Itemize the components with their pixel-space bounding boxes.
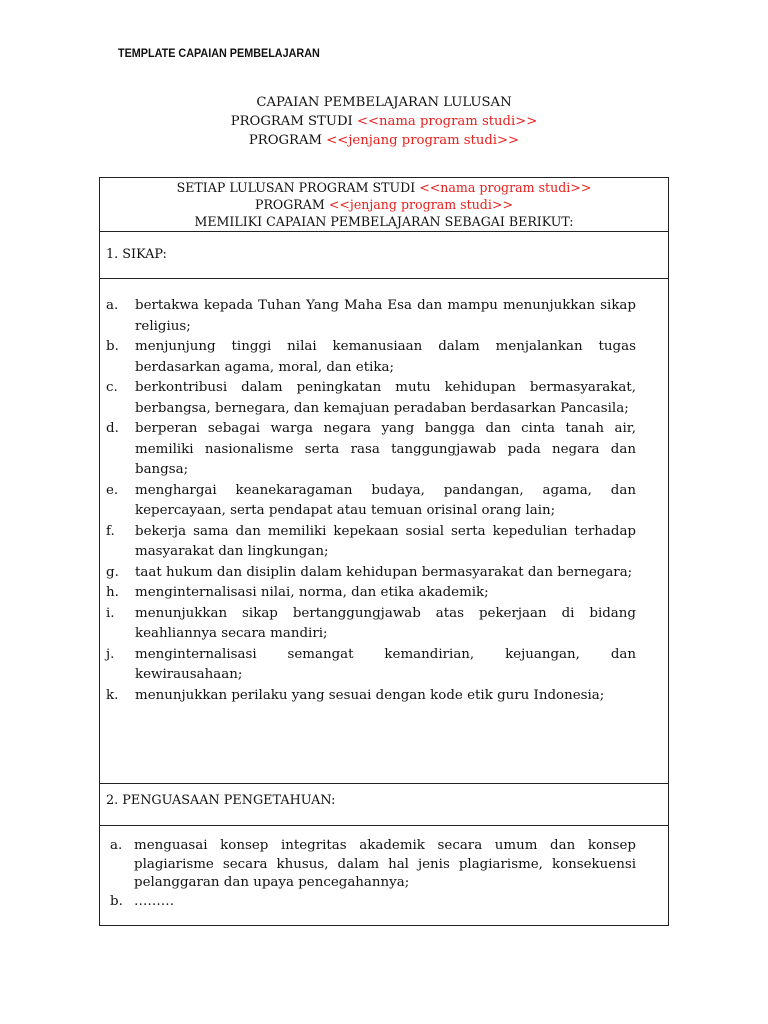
- table-header: SETIAP LULUSAN PROGRAM STUDI <<nama program studi>> PROGRAM <<jenjang program studi>> MEMILIKI CAPAIAN PEMBELAJARAN SEBAGAI BERIKUT:: [100, 178, 668, 232]
- document-label: TEMPLATE CAPAIAN PEMBELAJARAN: [118, 46, 320, 60]
- title-line-1: CAPAIAN PEMBELAJARAN LULUSAN: [256, 95, 512, 110]
- list-item: a. menguasai konsep integritas akademik secara umum dan konsep plagiarisme secara khusus, dalam hal jenis plagiarisme, konsekuensi pelanggaran dan upaya pencegahannya;: [110, 838, 636, 890]
- list-item: c. berkontribusi dalam peningkatan mutu kehidupan bermasyarakat, berbangsa, bernegara, dan kemajuan peradaban berdasarkan Pancasila;: [106, 380, 636, 416]
- placeholder-program-name: <<nama program studi>>: [419, 180, 592, 195]
- list-item: i. menunjukkan sikap bertanggungjawab atas pekerjaan di bidang keahliannya secara mandiri;: [106, 605, 636, 641]
- placeholder-program-level: <<jenjang program studi>>: [328, 197, 514, 212]
- list-item: d. berperan sebagai warga negara yang bangga dan cinta tanah air, memiliki nasionalisme serta rasa tanggungjawab pada negara dan bangsa;: [106, 421, 636, 477]
- title-line-3: PROGRAM <<jenjang program studi>>: [248, 133, 520, 148]
- pengetahuan-list: [100, 826, 668, 925]
- list-item: g. taat hukum dan disiplin dalam kehidupan bermasyarakat dan bernegara;: [106, 564, 633, 580]
- list-item: k. menunjukkan perilaku yang sesuai dengan kode etik guru Indonesia;: [106, 687, 605, 703]
- list-item: e. menghargai keanekaragaman budaya, pandangan, agama, dan kepercayaan, serta pendapat atau temuan orisinal orang lain;: [106, 482, 636, 518]
- title-line-2: PROGRAM STUDI <<nama program studi>>: [230, 114, 538, 129]
- placeholder-program-level: <<jenjang program studi>>: [326, 133, 520, 148]
- list-item: b. menjunjung tinggi nilai kemanusiaan dalam menjalankan tugas berdasarkan agama, moral, dan etika;: [106, 339, 636, 375]
- section-title-pengetahuan: 2. PENGUASAAN PENGETAHUAN:: [100, 784, 668, 826]
- list-item: f. bekerja sama dan memiliki kepekaan sosial serta kepedulian terhadap masyarakat dan lingkungan;: [106, 523, 636, 559]
- learning-outcomes-table: [99, 177, 669, 926]
- section-title-sikap: 1. SIKAP:: [100, 232, 668, 279]
- list-item: a. bertakwa kepada Tuhan Yang Maha Esa dan mampu menunjukkan sikap religius;: [106, 298, 636, 334]
- list-item: j. menginternalisasi semangat kemandirian, kejuangan, dan kewirausahaan;: [106, 646, 636, 682]
- list-item: b. ………: [110, 893, 175, 909]
- document-title: [0, 93, 768, 150]
- sikap-list: [100, 279, 668, 784]
- placeholder-program-name: <<nama program studi>>: [356, 114, 538, 129]
- list-item: h. menginternalisasi nilai, norma, dan etika akademik;: [106, 585, 489, 600]
